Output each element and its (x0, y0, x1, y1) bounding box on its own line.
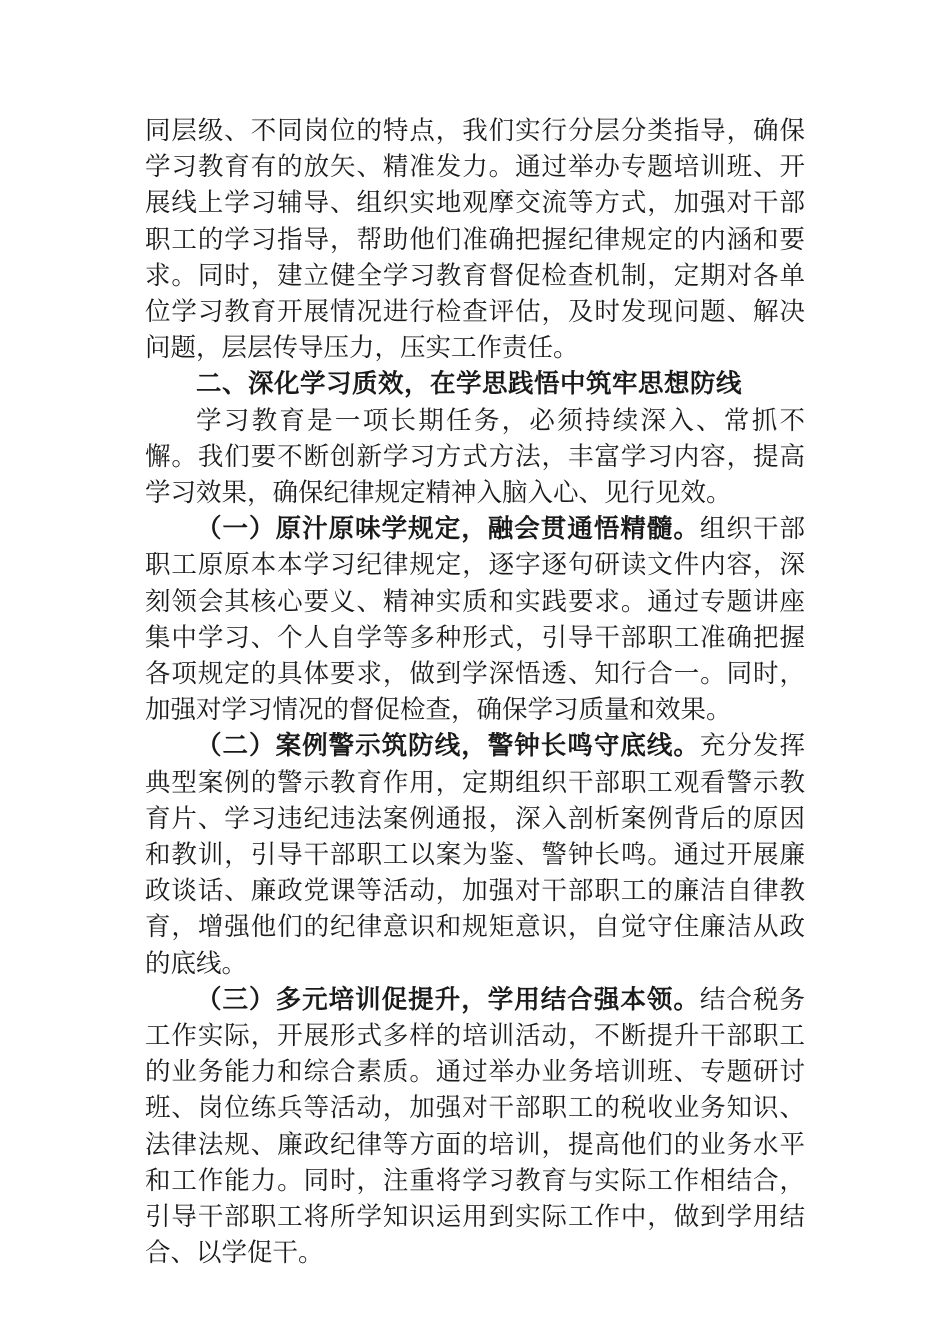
item-1-paragraph (145, 511, 805, 728)
item-3-body: 结合税务工作实际，开展形式多样的培训活动，不断提升干部职工的业务能力和综合素质。通过举办业务培训班、专题研讨班、岗位练兵等活动，加强对干部职工的税收业务知识、法律法规、廉政纪律等方面的培训，提高他们的业务水平和工作能力。同时，注重将学习教育与实际工作相结合，引导干部职工将所学知识运用到实际工作中，做到学用结合、以学促干。 (145, 984, 805, 1269)
paragraph-continuation: 同层级、不同岗位的特点，我们实行分层分类指导，确保学习教育有的放矢、精准发力。通过举办专题培训班、开展线上学习辅导、组织实地观摩交流等方式，加强对干部职工的学习指导，帮助他们准确把握纪律规定的内涵和要求。同时，建立健全学习教育督促检查机制，定期对各单位学习教育开展情况进行检查评估，及时发现问题、解决问题，层层传导压力，压实工作责任。 (145, 116, 805, 364)
item-1-body: 组织干部职工原原本本学习纪律规定，逐字逐句研读文件内容，深刻领会其核心要义、精神实质和实践要求。通过专题讲座集中学习、个人自学等多种形式，引导干部职工准确把握各项规定的具体要求，做到学深悟透、知行合一。同时，加强对学习情况的督促检查，确保学习质量和效果。 (145, 514, 805, 726)
item-3-paragraph (145, 982, 805, 1272)
item-2-body: 充分发挥典型案例的警示教育作用，定期组织干部职工观看警示教育片、学习违纪违法案例通报，深入剖析案例背后的原因和教训，引导干部职工以案为鉴、警钟长鸣。通过开展廉政谈话、廉政党课等活动，加强对干部职工的廉洁自律教育，增强他们的纪律意识和规矩意识，自觉守住廉洁从政的底线。 (145, 731, 805, 979)
item-1-lead: （一）原汁原味学规定，融会贯通悟精髓。 (196, 514, 700, 545)
document-page (145, 113, 805, 1272)
section-intro-paragraph: 学习教育是一项长期任务，必须持续深入、常抓不懈。我们要不断创新学习方式方法，丰富学习内容，提高学习效果，确保纪律规定精神入脑入心、见行见效。 (145, 405, 805, 509)
item-2-paragraph (145, 728, 805, 981)
section-heading: 二、深化学习质效，在学思践悟中筑牢思想防线 (196, 369, 743, 400)
item-3-lead: （三）多元培训促提升，学用结合强本领。 (196, 984, 700, 1015)
item-2-lead: （二）案例警示筑防线，警钟长鸣守底线。 (196, 731, 700, 762)
